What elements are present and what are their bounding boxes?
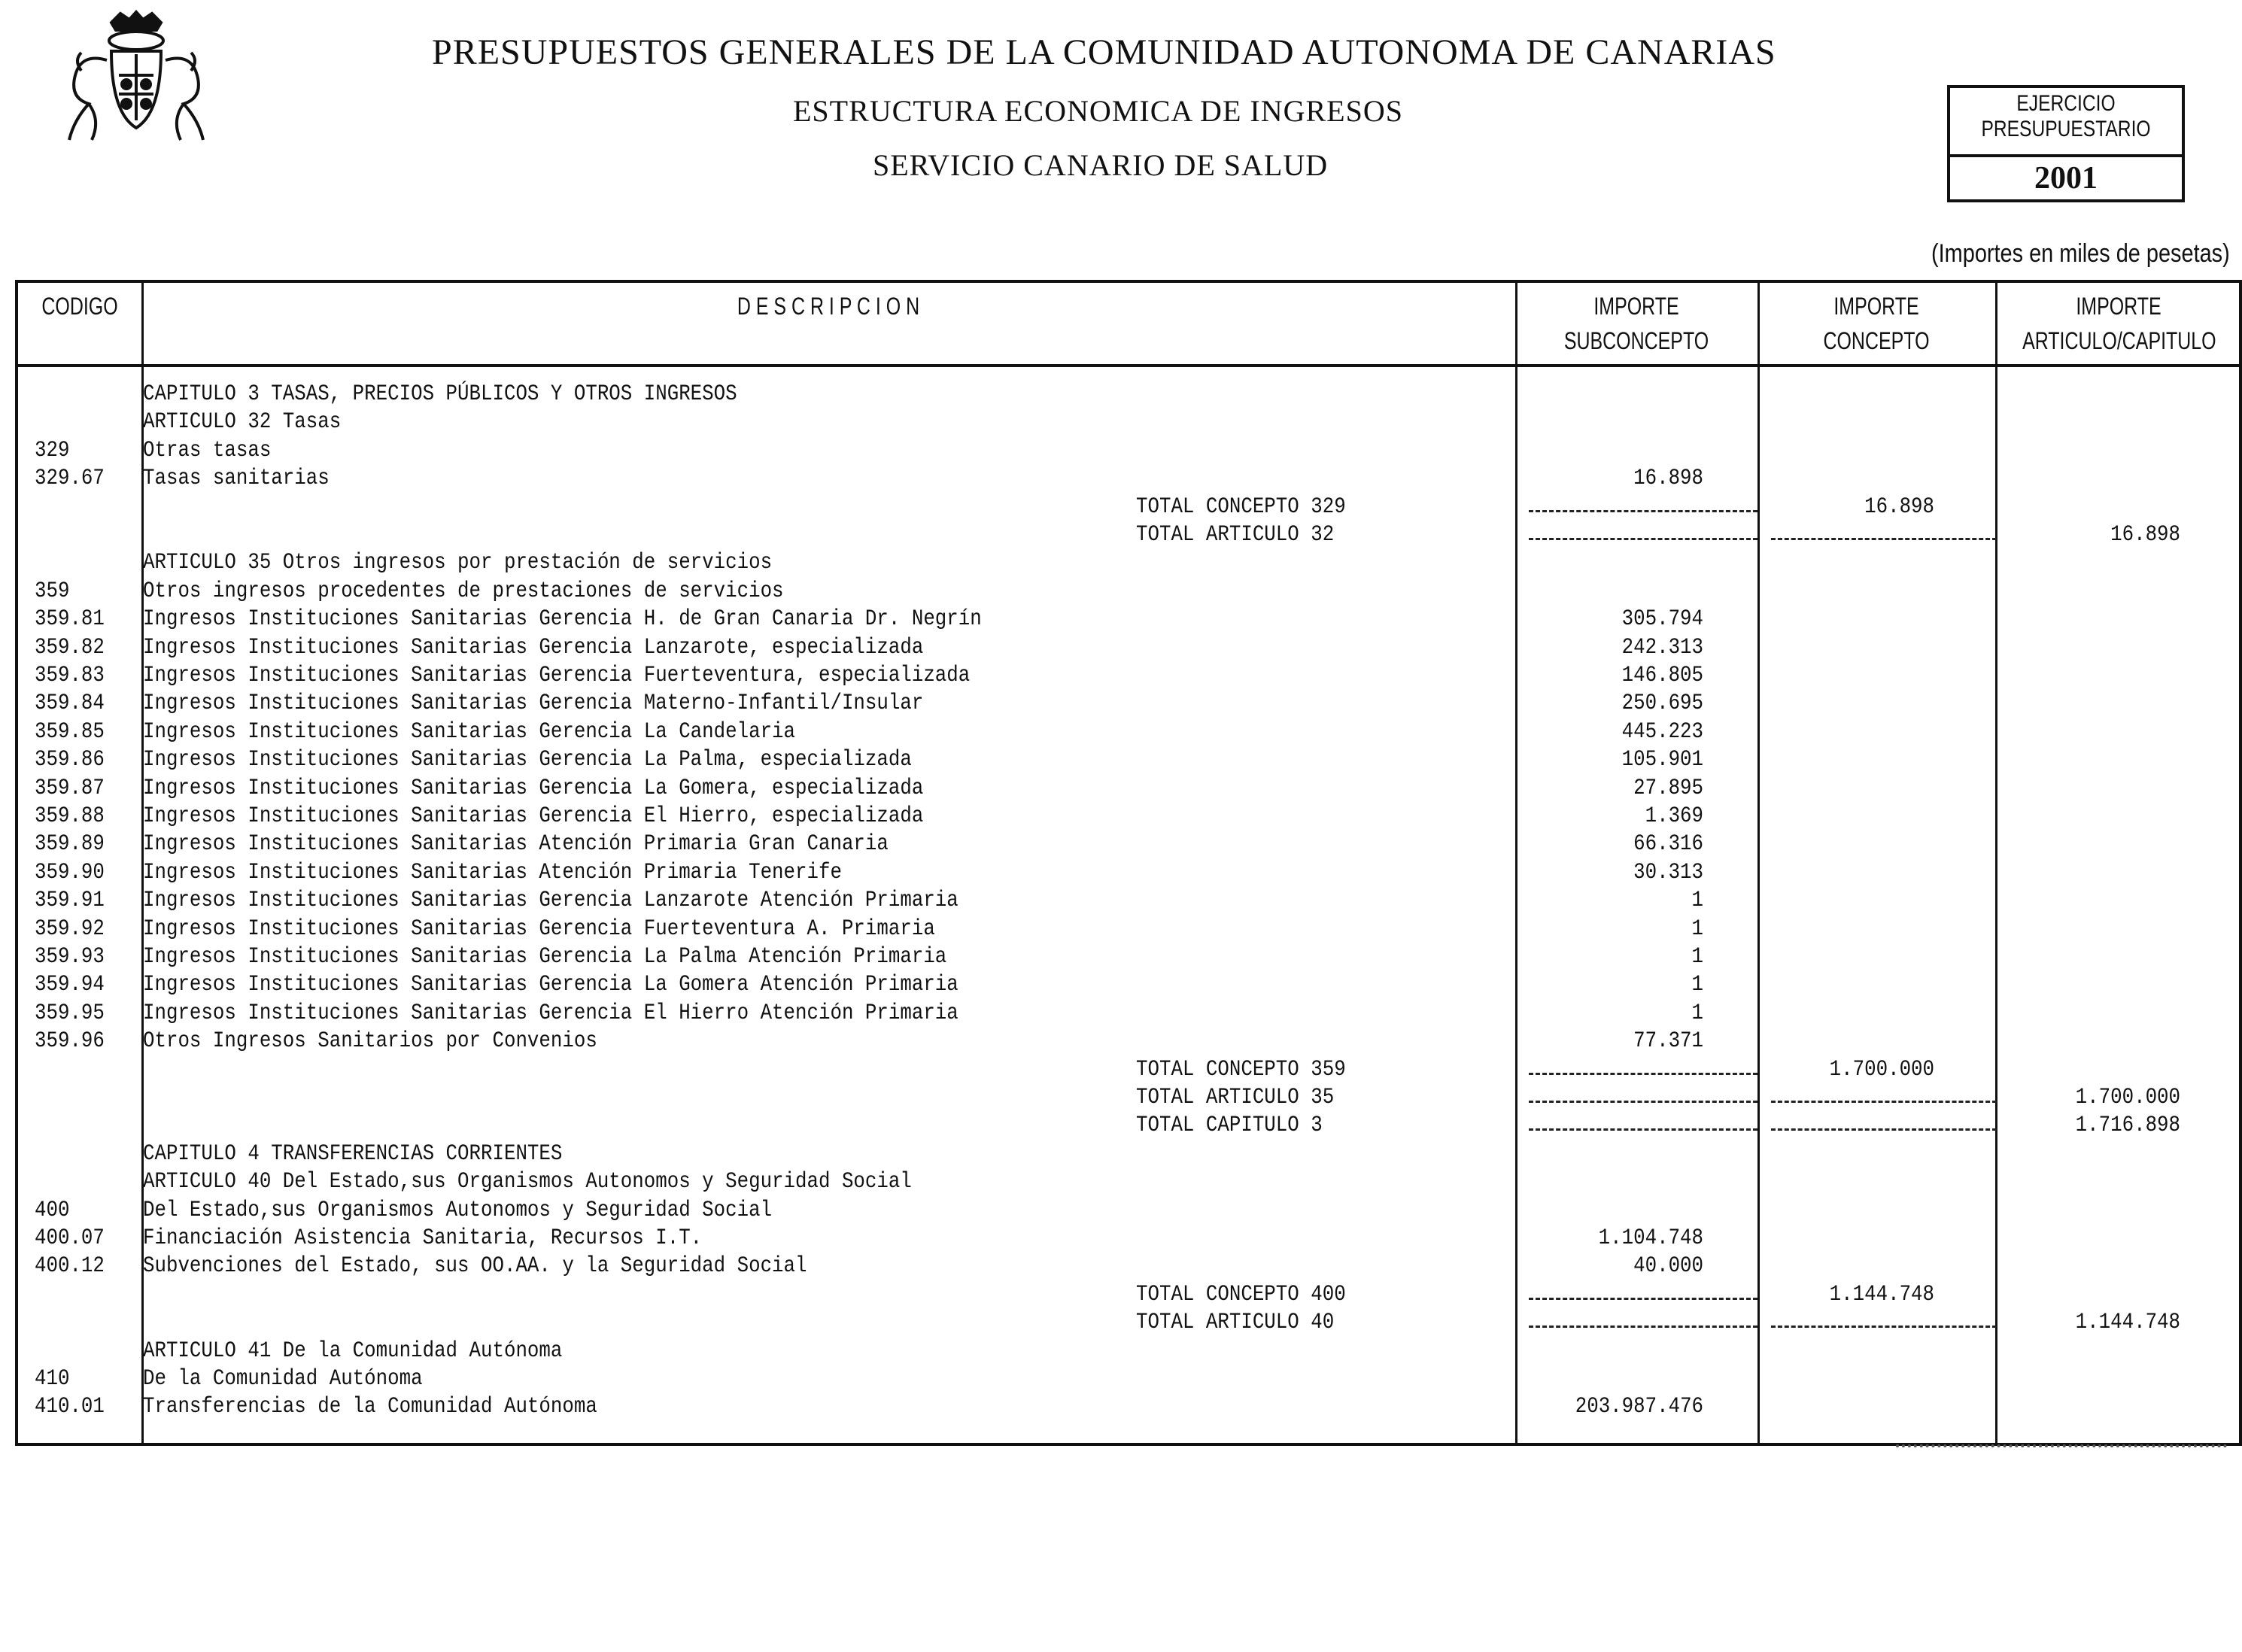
page-title: PRESUPUESTOS GENERALES DE LA COMUNIDAD AUTONOMA DE CANARIAS [432, 32, 1776, 72]
row-description: Ingresos Instituciones Sanitarias Gerencia Materno-Infantil/Insular [143, 691, 924, 717]
row-description: Financiación Asistencia Sanitaria, Recursos I.T. [143, 1225, 703, 1251]
total-label: TOTAL CONCEPTO 329 [1136, 493, 1346, 520]
fiscal-year: 2001 [2034, 161, 2098, 196]
table-row [18, 437, 2239, 465]
total-row [18, 1112, 2239, 1140]
row-description: Ingresos Instituciones Sanitarias Gerencia La Palma, especializada [143, 747, 912, 773]
row-description: Ingresos Instituciones Sanitarias Gerencia Lanzarote, especializada [143, 634, 924, 660]
row-description: Ingresos Instituciones Sanitarias Atención Primaria Tenerife [143, 859, 842, 885]
row-description: Ingresos Instituciones Sanitarias Gerencia La Gomera, especializada [143, 775, 924, 801]
row-description: Otros ingresos procedentes de prestaciones de servicios [143, 578, 784, 604]
row-description: Ingresos Instituciones Sanitarias Gerencia Fuerteventura, especializada [143, 663, 971, 688]
table-row [18, 746, 2239, 774]
row-description: Ingresos Instituciones Sanitarias Gerencia La Palma Atención Primaria [143, 944, 947, 970]
row-description: Otras tasas [143, 437, 272, 463]
table-row [18, 831, 2239, 858]
amount-subconcepto: 305.794 [1621, 606, 1703, 633]
table-row [18, 381, 2239, 408]
amount-subconcepto: 30.313 [1633, 859, 1703, 885]
total-label: TOTAL ARTICULO 40 [1136, 1310, 1335, 1336]
amount-articulo: 16.898 [2110, 522, 2180, 548]
total-row [18, 1309, 2239, 1337]
row-code: 359.92 [35, 916, 105, 942]
amount-subconcepto: 445.223 [1621, 718, 1703, 745]
amount-subconcepto: 1 [1691, 972, 1703, 998]
row-description: CAPITULO 3 TASAS, PRECIOS PÚBLICOS Y OTROS INGRESOS [143, 381, 737, 407]
table-row [18, 1000, 2239, 1028]
row-description: De la Comunidad Autónoma [143, 1366, 423, 1392]
row-description: ARTICULO 41 De la Comunidad Autónoma [143, 1338, 563, 1364]
table-row [18, 662, 2239, 690]
row-code: 359.82 [35, 634, 105, 660]
row-code: 359 [35, 578, 70, 604]
row-description: Ingresos Instituciones Sanitarias Gerencia H. de Gran Canaria Dr. Negrín [143, 606, 982, 633]
fiscal-year-label: EJERCICIO PRESUPUESTARIO [1981, 91, 2151, 141]
total-row [18, 493, 2239, 521]
total-row [18, 1281, 2239, 1309]
row-code: 400.12 [35, 1253, 105, 1280]
total-row [18, 1056, 2239, 1084]
row-code: 410.01 [35, 1394, 105, 1420]
amount-subconcepto: 16.898 [1633, 466, 1703, 492]
amount-articulo: 1.700.000 [2075, 1085, 2180, 1110]
row-code: 359.87 [35, 775, 105, 801]
row-description: Ingresos Instituciones Sanitarias Gerencia El Hierro, especializada [143, 803, 924, 829]
dashed-rule [1529, 1101, 1757, 1103]
table-row [18, 1140, 2239, 1168]
dashed-rule [1771, 1128, 1997, 1131]
dashed-rule [1771, 538, 1997, 540]
table-row [18, 1393, 2239, 1421]
table-row [18, 1197, 2239, 1225]
table-row [18, 775, 2239, 803]
table-row [18, 465, 2239, 493]
row-code: 329 [35, 437, 70, 463]
table-row [18, 1338, 2239, 1365]
row-description: Ingresos Instituciones Sanitarias Gerencia El Hierro Atención Primaria [143, 1000, 958, 1026]
row-code: 400 [35, 1197, 70, 1223]
row-description: ARTICULO 35 Otros ingresos por prestación de servicios [143, 550, 773, 576]
row-code: 359.88 [35, 803, 105, 829]
row-description: Transferencias de la Comunidad Autónoma [143, 1394, 597, 1420]
fiscal-year-box [1947, 85, 2185, 202]
table-row [18, 1028, 2239, 1055]
total-label: TOTAL CONCEPTO 400 [1136, 1281, 1346, 1307]
amount-subconcepto: 1 [1691, 888, 1703, 914]
row-description: Tasas sanitarias [143, 466, 330, 492]
table-row [18, 971, 2239, 999]
table-row [18, 408, 2239, 436]
amount-subconcepto: 1.104.748 [1598, 1225, 1703, 1251]
table-row [18, 1168, 2239, 1196]
amount-subconcepto: 27.895 [1633, 775, 1703, 801]
col-header-descripcion: D E S C R I P C I O N [737, 293, 920, 320]
row-code: 359.91 [35, 888, 105, 914]
table-row [18, 916, 2239, 943]
income-table [15, 280, 2242, 1446]
row-code: 359.90 [35, 859, 105, 885]
row-code: 410 [35, 1366, 70, 1392]
table-row [18, 549, 2239, 577]
amount-subconcepto: 105.901 [1621, 747, 1703, 773]
row-code: 359.93 [35, 944, 105, 970]
row-code: 359.86 [35, 747, 105, 773]
total-label: TOTAL CAPITULO 3 [1136, 1113, 1323, 1139]
table-row [18, 1253, 2239, 1280]
footer-rule [1896, 1444, 2227, 1447]
amount-subconcepto: 242.313 [1621, 634, 1703, 660]
amount-subconcepto: 1 [1691, 916, 1703, 942]
row-code: 359.85 [35, 718, 105, 745]
table-row [18, 943, 2239, 971]
row-code: 400.07 [35, 1225, 105, 1251]
row-description: ARTICULO 40 Del Estado,sus Organismos Autonomos y Seguridad Social [143, 1169, 912, 1195]
table-row [18, 606, 2239, 633]
row-description: Ingresos Instituciones Sanitarias Gerencia Lanzarote Atención Primaria [143, 888, 958, 914]
amount-subconcepto: 1.369 [1645, 803, 1703, 829]
row-description: Ingresos Instituciones Sanitarias Gerencia La Candelaria [143, 718, 796, 745]
row-code: 359.81 [35, 606, 105, 633]
total-label: TOTAL ARTICULO 35 [1136, 1085, 1335, 1110]
table-row [18, 578, 2239, 606]
table-row [18, 690, 2239, 718]
table-row [18, 803, 2239, 831]
divider [1950, 154, 2182, 157]
table-row [18, 1365, 2239, 1393]
amount-subconcepto: 66.316 [1633, 831, 1703, 858]
dashed-rule [1771, 1326, 1997, 1328]
amount-subconcepto: 40.000 [1633, 1253, 1703, 1280]
dashed-rule [1529, 510, 1757, 512]
canarias-coat-of-arms-icon [59, 8, 214, 147]
dashed-rule [1529, 538, 1757, 540]
total-label: TOTAL ARTICULO 32 [1136, 522, 1335, 548]
service-name: SERVICIO CANARIO DE SALUD [873, 148, 1329, 182]
page-subtitle: ESTRUCTURA ECONOMICA DE INGRESOS [793, 94, 1403, 128]
total-row [18, 521, 2239, 549]
total-label: TOTAL CONCEPTO 359 [1136, 1056, 1346, 1083]
row-description: Otros Ingresos Sanitarios por Convenios [143, 1028, 597, 1055]
dashed-rule [1771, 1101, 1997, 1103]
dashed-rule [1529, 1298, 1757, 1300]
dashed-rule [1529, 1128, 1757, 1131]
row-code: 359.94 [35, 972, 105, 998]
table-row [18, 718, 2239, 746]
row-description: Ingresos Instituciones Sanitarias Atención Primaria Gran Canaria [143, 831, 889, 858]
row-description: Del Estado,sus Organismos Autonomos y Seguridad Social [143, 1197, 773, 1223]
amount-subconcepto: 250.695 [1621, 691, 1703, 717]
header-divider [18, 364, 2239, 367]
col-header-articulo: IMPORTE ARTICULO/CAPITULO [2022, 293, 2216, 354]
row-code: 359.83 [35, 663, 105, 688]
row-description: CAPITULO 4 TRANSFERENCIAS CORRIENTES [143, 1140, 563, 1167]
row-description: Ingresos Instituciones Sanitarias Gerencia Fuerteventura A. Primaria [143, 916, 935, 942]
amount-concepto: 1.144.748 [1829, 1281, 1934, 1307]
row-code: 359.95 [35, 1000, 105, 1026]
col-header-codigo: CODIGO [41, 293, 118, 320]
amount-subconcepto: 1 [1691, 944, 1703, 970]
amount-subconcepto: 203.987.476 [1575, 1394, 1703, 1420]
amount-articulo: 1.716.898 [2075, 1113, 2180, 1139]
table-row [18, 634, 2239, 662]
row-code: 359.84 [35, 691, 105, 717]
row-code: 359.96 [35, 1028, 105, 1055]
row-code: 329.67 [35, 466, 105, 492]
row-description: Ingresos Instituciones Sanitarias Gerencia La Gomera Atención Primaria [143, 972, 958, 998]
amount-subconcepto: 1 [1691, 1000, 1703, 1026]
row-description: ARTICULO 32 Tasas [143, 409, 342, 436]
amount-subconcepto: 146.805 [1621, 663, 1703, 688]
units-note: (Importes en miles de pesetas) [1931, 239, 2230, 268]
table-row [18, 1225, 2239, 1253]
row-code: 359.89 [35, 831, 105, 858]
total-row [18, 1084, 2239, 1112]
amount-concepto: 1.700.000 [1829, 1056, 1934, 1083]
row-description: Subvenciones del Estado, sus OO.AA. y la Seguridad Social [143, 1253, 807, 1280]
dashed-rule [1529, 1326, 1757, 1328]
dashed-rule [1529, 1073, 1757, 1075]
col-header-concepto: IMPORTE CONCEPTO [1823, 293, 1930, 354]
amount-concepto: 16.898 [1864, 493, 1934, 520]
amount-articulo: 1.144.748 [2075, 1310, 2180, 1336]
table-row [18, 887, 2239, 915]
col-header-subconcepto: IMPORTE SUBCONCEPTO [1563, 293, 1709, 354]
table-row [18, 859, 2239, 887]
amount-subconcepto: 77.371 [1633, 1028, 1703, 1055]
